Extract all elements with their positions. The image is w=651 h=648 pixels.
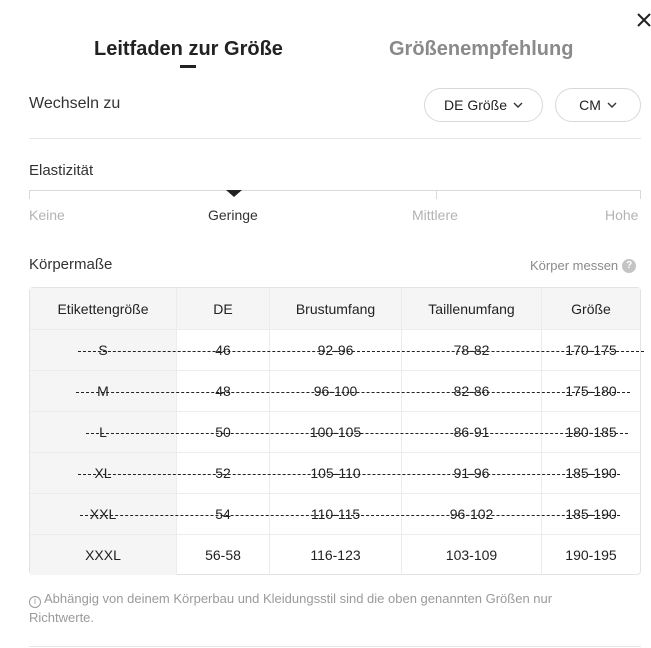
table-cell: 105-110 [269, 453, 401, 493]
table-cell: 180-185 [541, 412, 640, 452]
strikethrough-line [78, 474, 620, 475]
divider [29, 646, 641, 647]
question-icon: ? [622, 259, 636, 273]
elasticity-level-none: Keine [29, 207, 65, 223]
table-cell: 78-82 [401, 330, 541, 370]
divider [29, 138, 641, 139]
table-cell: XXXL [30, 535, 176, 575]
table-cell: XL [30, 453, 176, 493]
table-cell: 52 [176, 453, 269, 493]
table-cell: 46 [176, 330, 269, 370]
table-cell: 86-91 [401, 412, 541, 452]
chevron-down-icon [607, 102, 617, 108]
elasticity-level-medium: Mittlere [412, 207, 458, 223]
table-row [30, 452, 640, 493]
footnote-text: Abhängig von deinem Körperbau und Kleidungsstil sind die oben genannten Größen nur Richtwerte. [29, 591, 553, 625]
table-cell: 96-100 [269, 371, 401, 411]
table-header-row [30, 288, 640, 329]
size-table [29, 287, 641, 575]
close-icon[interactable] [636, 8, 651, 32]
table-row [30, 370, 640, 411]
table-row [30, 493, 640, 534]
table-cell: 185-190 [541, 494, 640, 534]
table-cell: 110-115 [269, 494, 401, 534]
size-system-value: DE Größe [443, 97, 507, 113]
table-cell: 190-195 [541, 535, 640, 575]
unit-value: CM [579, 97, 601, 113]
elasticity-title: Elastizität [29, 162, 94, 179]
table-cell: M [30, 371, 176, 411]
header-waist: Taillenumfang [401, 288, 541, 329]
elasticity-scale [29, 190, 641, 191]
strikethrough-line [86, 433, 628, 434]
table-cell: 96-102 [401, 494, 541, 534]
table-cell: 170-175 [541, 330, 640, 370]
table-cell: 50 [176, 412, 269, 452]
tab-size-guide[interactable]: Leitfaden zur Größe [94, 38, 283, 60]
body-measurements-title: Körpermaße [29, 256, 113, 273]
elasticity-level-low: Geringe [208, 207, 258, 223]
switch-label: Wechseln zu [29, 95, 121, 112]
elasticity-tick [29, 190, 30, 199]
chevron-down-icon [513, 102, 523, 108]
elasticity-tick [436, 190, 437, 199]
tab-bar [0, 36, 651, 76]
table-cell: 100-105 [269, 412, 401, 452]
table-cell: XXL [30, 494, 176, 534]
info-icon: i [29, 596, 41, 608]
unit-dropdown[interactable] [555, 88, 641, 122]
table-cell: 56-58 [176, 535, 269, 575]
table-cell: S [30, 330, 176, 370]
table-cell: 91-96 [401, 453, 541, 493]
table-row [30, 534, 640, 575]
table-cell: L [30, 412, 176, 452]
table-row [30, 411, 640, 452]
measure-body-label: Körper messen [530, 258, 619, 273]
tab-size-recommendation[interactable]: Größenempfehlung [389, 38, 574, 60]
table-cell: 54 [176, 494, 269, 534]
table-cell: 185-190 [541, 453, 640, 493]
elasticity-level-high: Hohe [605, 207, 639, 223]
elasticity-tick [640, 190, 641, 199]
elasticity-marker [226, 190, 242, 197]
strikethrough-line [78, 351, 644, 352]
table-cell: 82-86 [401, 371, 541, 411]
table-cell: 175-180 [541, 371, 640, 411]
strikethrough-line [76, 392, 630, 393]
table-row [30, 329, 640, 370]
table-cell: 48 [176, 371, 269, 411]
header-label-size: Etikettengröße [30, 288, 176, 329]
table-cell: 116-123 [269, 535, 401, 575]
footnote [29, 589, 589, 627]
header-de: DE [176, 288, 269, 329]
table-cell: 92-96 [269, 330, 401, 370]
active-tab-indicator [180, 65, 196, 68]
header-chest: Brustumfang [269, 288, 401, 329]
strikethrough-line [80, 515, 620, 516]
header-height: Größe [541, 288, 640, 329]
size-system-dropdown[interactable] [424, 88, 543, 122]
measure-body-link[interactable] [530, 258, 636, 273]
table-cell: 103-109 [401, 535, 541, 575]
